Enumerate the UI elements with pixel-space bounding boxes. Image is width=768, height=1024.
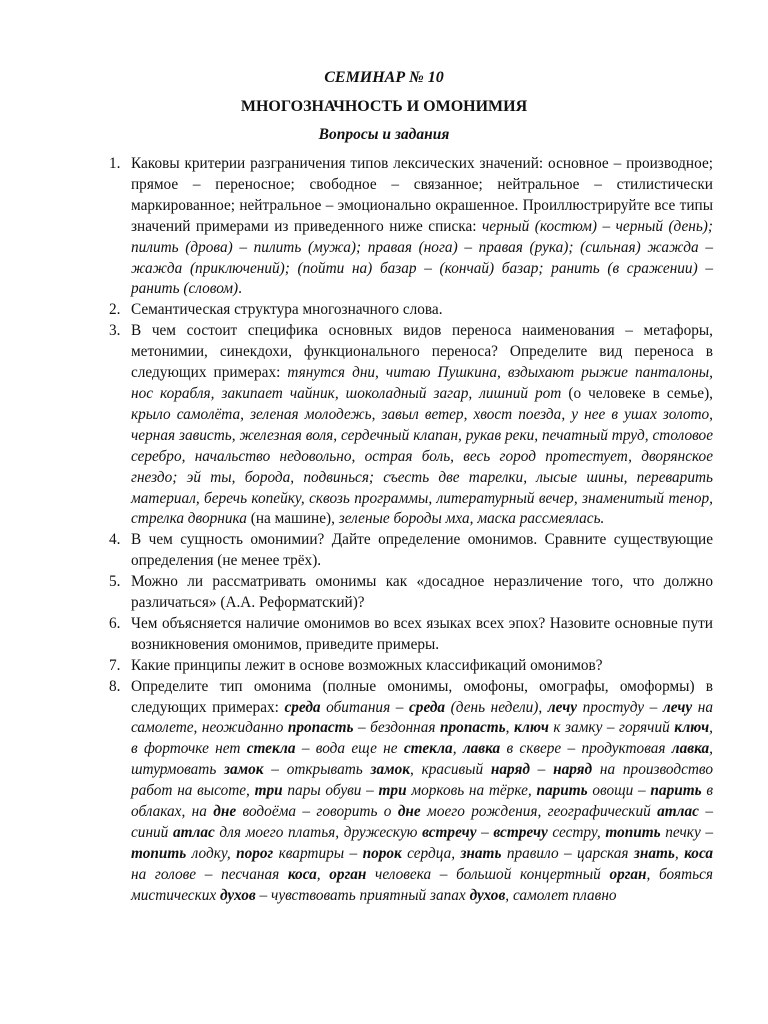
text-segment: Можно ли рассматривать омонимы как «досадное неразличение того, что должно различаться» (А.А. Реформатский)? bbox=[131, 573, 713, 612]
text-segment: сестру, bbox=[547, 824, 606, 841]
homonym-term: лавка bbox=[462, 740, 501, 758]
homonym-term: топить bbox=[131, 844, 187, 862]
question-text bbox=[131, 678, 713, 904]
homonym-term: ключ bbox=[674, 719, 710, 737]
text-segment: Каковы критерии разграничения типов лексических значений: основное – производное; прямое – переносное; свободное – связанное; нейтральное – стилистически маркированное; нейтральное – эмоционально окрашенное. Проиллюстрируйте все типы значений примерами из приведенного ниже списка: bbox=[131, 155, 713, 235]
homonym-term: три bbox=[254, 782, 283, 800]
text-segment: к замку – горячий bbox=[548, 719, 675, 737]
homonym-term: духов bbox=[220, 886, 256, 904]
homonym-term: коса bbox=[684, 844, 713, 862]
text-segment: черный (костюм) – черный (день); пилить (дрова) – пилить (мужа); правая (нога) – правая (рука); (сильная) жажда – жажда (приключений); (пойти на) базар – (кончай) базар; ранить (в сражении) – ранить (словом) bbox=[131, 217, 713, 298]
question-number: 4. bbox=[109, 531, 121, 549]
homonym-term: встречу bbox=[493, 824, 548, 841]
question-text bbox=[131, 322, 713, 527]
question-list bbox=[109, 154, 713, 907]
homonym-term: встречу bbox=[422, 824, 477, 841]
text-segment: – чувствовать приятный запах bbox=[255, 886, 470, 904]
text-segment: – синий bbox=[131, 803, 714, 841]
question-item bbox=[109, 677, 713, 907]
question-text bbox=[131, 657, 603, 674]
homonym-term: парить bbox=[650, 782, 702, 800]
text-segment: простуду – bbox=[577, 698, 663, 716]
text-segment: – бездонная bbox=[353, 719, 441, 737]
homonym-term: порог bbox=[236, 844, 274, 862]
homonym-term: порок bbox=[362, 844, 402, 862]
homonym-term: атлас bbox=[172, 824, 215, 841]
homonym-term: замок bbox=[224, 761, 264, 779]
question-item bbox=[109, 300, 713, 321]
homonym-term: пропасть bbox=[287, 719, 354, 737]
question-text bbox=[131, 155, 713, 297]
text-segment: , bbox=[674, 844, 685, 862]
text-segment: , bbox=[452, 740, 463, 758]
homonym-term: наряд bbox=[490, 761, 530, 779]
question-text bbox=[131, 573, 713, 611]
questions-subtitle: Вопросы и задания bbox=[318, 126, 450, 143]
homonym-term: стекла bbox=[403, 740, 453, 758]
text-segment: зеленые бороды мха, маска рассмеялась. bbox=[338, 510, 605, 528]
homonym-term: лавка bbox=[671, 740, 710, 758]
text-segment: тянутся дни, читаю Пушкина, вздыхают рыжие панталоны, нос корабля, закипает чайник, шоколадный загар, лишний рот bbox=[131, 364, 713, 402]
text-segment: – вода еще не bbox=[295, 740, 404, 758]
text-segment: Какие принципы лежит в основе возможных классификаций омонимов? bbox=[131, 656, 603, 674]
text-segment: в сквере – продуктовая bbox=[500, 740, 672, 758]
text-segment: овощи – bbox=[587, 782, 651, 800]
homonym-term: знать bbox=[633, 844, 675, 862]
homonym-term: парить bbox=[536, 782, 588, 800]
homonym-term: дне bbox=[397, 803, 421, 821]
homonym-term: орган bbox=[609, 865, 647, 883]
homonym-term: пропасть bbox=[440, 719, 506, 737]
question-number: 1. bbox=[109, 155, 121, 172]
question-number: 3. bbox=[109, 322, 121, 340]
text-segment: лодку, bbox=[186, 844, 237, 862]
question-item bbox=[109, 614, 713, 656]
text-segment: В чем сущность омонимии? Дайте определение омонимов. Сравните существующие определения (не менее трёх). bbox=[131, 531, 713, 570]
text-segment: обитания – bbox=[320, 698, 409, 716]
text-segment: морковь на тёрке, bbox=[406, 782, 537, 800]
text-segment: человека – большой концертный bbox=[366, 865, 610, 883]
homonym-term: знать bbox=[460, 844, 502, 862]
text-segment: на голове – песчаная bbox=[131, 865, 288, 883]
text-segment: , в форточке нет bbox=[131, 719, 713, 758]
text-segment: печку – bbox=[660, 824, 714, 841]
homonym-term: замок bbox=[370, 761, 410, 779]
homonym-term: лечу bbox=[662, 698, 693, 716]
text-segment: квартиры – bbox=[273, 844, 363, 862]
question-text bbox=[131, 531, 713, 569]
question-item bbox=[109, 154, 713, 300]
homonym-term: духов bbox=[469, 886, 506, 904]
question-number: 2. bbox=[109, 301, 121, 319]
homonym-term: лечу bbox=[547, 698, 578, 716]
homonym-term: среда bbox=[284, 698, 321, 716]
question-number: 5. bbox=[109, 573, 121, 591]
homonym-term: атлас bbox=[657, 803, 699, 821]
text-segment: – bbox=[476, 824, 494, 841]
homonym-term: три bbox=[378, 782, 407, 800]
text-segment: , самолет плавно bbox=[505, 886, 617, 904]
homonym-term: дне bbox=[213, 803, 237, 821]
text-segment: Семантическая структура многозначного слова. bbox=[131, 301, 443, 319]
question-item bbox=[109, 656, 713, 677]
text-segment: , красивый bbox=[410, 761, 491, 779]
text-segment: , штурмовать bbox=[131, 740, 713, 779]
text-segment: (на машине), bbox=[246, 510, 339, 528]
text-segment: , bbox=[316, 865, 330, 883]
text-segment: в облаках, на bbox=[131, 782, 713, 821]
homonym-term: орган bbox=[329, 865, 367, 883]
text-segment: – bbox=[529, 761, 554, 779]
text-segment: Определите тип омонима (полные омонимы, омофоны, омографы, омоформы) в следующих примерах: bbox=[131, 677, 713, 716]
homonym-term: стекла bbox=[246, 740, 296, 758]
text-segment: В чем состоит специфика основных видов переноса наименования – метафоры, метонимии, синекдохи, функционального переноса? Определите вид переноса в следующих примерах: bbox=[131, 322, 713, 382]
text-segment: . bbox=[238, 280, 242, 298]
text-segment: правило – царская bbox=[501, 844, 634, 862]
question-number: 7. bbox=[109, 656, 121, 674]
homonym-term: топить bbox=[605, 824, 661, 841]
text-segment: для моего платья, дружескую bbox=[214, 824, 423, 841]
text-segment: на самолете, неожиданно bbox=[131, 698, 714, 737]
text-segment: – открывать bbox=[263, 761, 371, 779]
question-text bbox=[131, 615, 713, 653]
question-number: 8. bbox=[109, 677, 121, 695]
text-segment: , бояться мистических bbox=[131, 865, 713, 904]
seminar-title: СЕМИНАР № 10 bbox=[324, 69, 444, 86]
text-segment: пары обуви – bbox=[282, 782, 379, 800]
text-segment: Чем объясняется наличие омонимов во всех языках всех эпох? Назовите основные пути возникновения омонимов, приведите примеры. bbox=[131, 614, 713, 653]
text-segment: на производство работ на высоте, bbox=[131, 761, 713, 800]
homonym-term: коса bbox=[287, 865, 317, 883]
homonym-term: ключ bbox=[514, 719, 549, 737]
topic-title: МНОГОЗНАЧНОСТЬ И ОМОНИМИЯ bbox=[240, 98, 528, 115]
question-text bbox=[131, 301, 443, 318]
text-segment: (о человеке в семье), bbox=[561, 384, 713, 402]
text-segment: (день недели), bbox=[445, 698, 548, 716]
homonym-term: наряд bbox=[553, 761, 593, 779]
text-segment: водоёма – говорить о bbox=[236, 803, 398, 821]
text-segment: , bbox=[505, 719, 514, 737]
question-item bbox=[109, 572, 713, 614]
text-segment: моего рождения, географический bbox=[420, 803, 658, 821]
homonym-term: среда bbox=[409, 698, 446, 716]
question-number: 6. bbox=[109, 614, 121, 632]
text-segment: сердца, bbox=[401, 844, 461, 862]
question-item bbox=[109, 321, 713, 530]
text-segment: крыло самолёта, зеленая молодежь, завыл ветер, хвост поезда, у нее в ушах золото, черная зависть, железная воля, сердечный клапан, рукав реки, печатный труд, столовое серебро, начальство недовольно, острая боль, весь город протестует, дворянское гнездо; эй ты, борода, подвинься; съесть две тарелки, лысые шины, переварить материал, беречь копейку, сквозь программы, литературный вечер, знаменитый тенор, стрелка дворника bbox=[131, 405, 713, 528]
question-item bbox=[109, 530, 713, 572]
